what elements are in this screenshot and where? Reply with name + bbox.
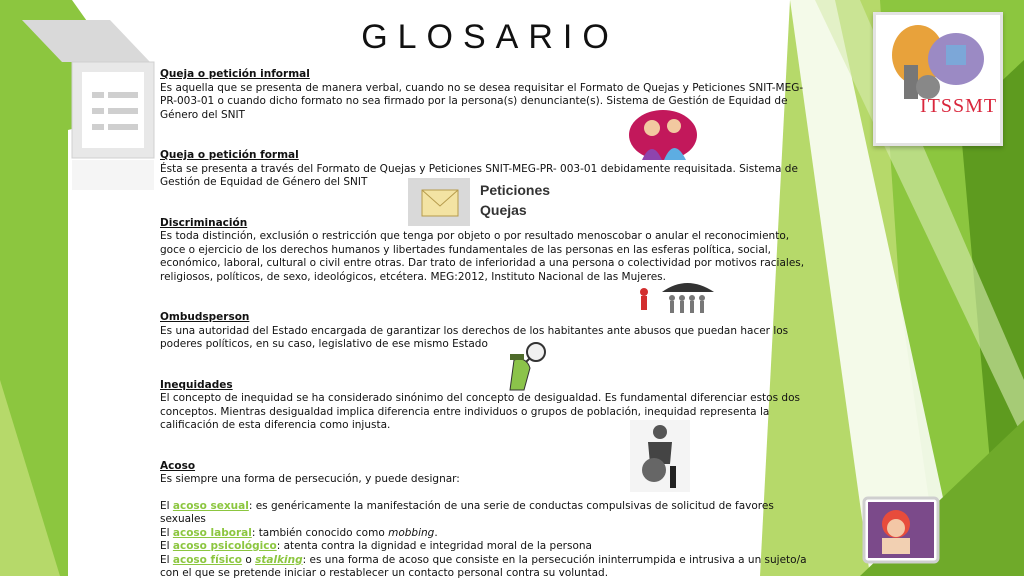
term-acoso: Acoso	[160, 459, 196, 472]
logo-text: ITSSMT	[920, 95, 998, 117]
stressed-woman-icon	[862, 496, 940, 564]
def-acoso: Es siempre una forma de persecución, y puede designar:	[160, 473, 460, 485]
entry-inequidades	[160, 379, 810, 433]
term-ombudsperson: Ombudsperson	[160, 311, 250, 323]
link-stalking[interactable]: stalking	[255, 553, 303, 566]
document-list-icon	[72, 62, 154, 190]
entry-queja-informal	[160, 68, 810, 122]
def-ombudsperson: Es una autoridad del Estado encargada de garantizar los derechos de los habitantes ante abusos que puedan hacer los poderes políticos, en su caso, legislativo de ese mismo Estado	[160, 324, 789, 350]
def-queja-formal: Ésta se presenta a través del Formato de Quejas y Peticiones SNIT-MEG-PR- 003-01 debidamente requisitada. Sistema de Gestión de Equidad de Género del SNIT	[160, 162, 798, 188]
link-acoso-sexual[interactable]: acoso sexual	[172, 499, 249, 512]
link-acoso-fisico[interactable]: acoso físico	[172, 553, 242, 566]
term-discriminacion: Discriminación	[160, 216, 248, 229]
page-title: GLOSARIO	[361, 18, 619, 56]
entry-queja-formal	[160, 149, 810, 190]
def-inequidades: El concepto de inequidad se ha considerado sinónimo del concepto de desigualdad. Es fundamental diferenciar estos dos conceptos. Mientras desigualdad implica diferencia entre individuos o grupos de población, inequidad representa la calificación de esta diferencia como injusta.	[160, 392, 800, 431]
acoso-item-laboral: El acoso laboral: también conocido como mobbing.	[160, 526, 438, 539]
peticiones-label: Peticiones	[480, 182, 551, 198]
entry-discriminacion	[160, 217, 810, 285]
link-acoso-laboral[interactable]: acoso laboral	[172, 526, 252, 539]
link-acoso-psicologico[interactable]: acoso psicológico	[172, 540, 277, 552]
itssmt-logo	[873, 12, 1003, 146]
entry-ombudsperson	[160, 311, 810, 352]
term-inequidades: Inequidades	[160, 378, 233, 391]
itssmt-logo-art	[876, 15, 1000, 143]
term-queja-formal: Queja o petición formal	[160, 149, 299, 161]
acoso-item-fisico: El acoso físico o stalking: es una forma de acoso que consiste en la persecución ininterrumpida e intrusiva a un sujeto/a con el que se pretende iniciar o restablecer un contacto personal contra su voluntad.	[160, 553, 807, 579]
def-discriminacion: Es toda distinción, exclusión o restricción que tenga por objeto o por resultado menoscobar o anular el reconocimiento, goce o ejercicio de los derechos humanos y libertades fundamentales de las personas en las esferas política, social, económico, laboral, cultural o civil entre otras. Dar trato de inferioridad a una persona o colectividad por motivos raciales, religiosos, políticos, de sexo, ideológicos, etcétera. MEG:2012, Instituto Nacional de las Mujeres.	[160, 230, 805, 283]
acoso-item-psicologico: El acoso psicológico: atenta contra la dignidad e integridad moral de la persona	[160, 540, 592, 552]
quejas-label: Quejas	[480, 202, 527, 218]
term-queja-informal: Queja o petición informal	[160, 68, 310, 80]
acoso-item-sexual: El acoso sexual: es genéricamente la manifestación de una serie de conductas compulsivas de solicitud de favores sexuales	[160, 499, 774, 525]
glossary-content	[160, 68, 810, 581]
def-queja-informal: Es aquella que se presenta de manera verbal, cuando no se desea requisitar el Formato de Quejas y Peticiones SNIT-MEG-PR-003-01 o cuando dicho formato no sea firmado por la persona(s) denunciante(s). Sistema de Gestión de Equidad de Género del SNIT	[160, 81, 804, 121]
entry-acoso	[160, 460, 810, 581]
